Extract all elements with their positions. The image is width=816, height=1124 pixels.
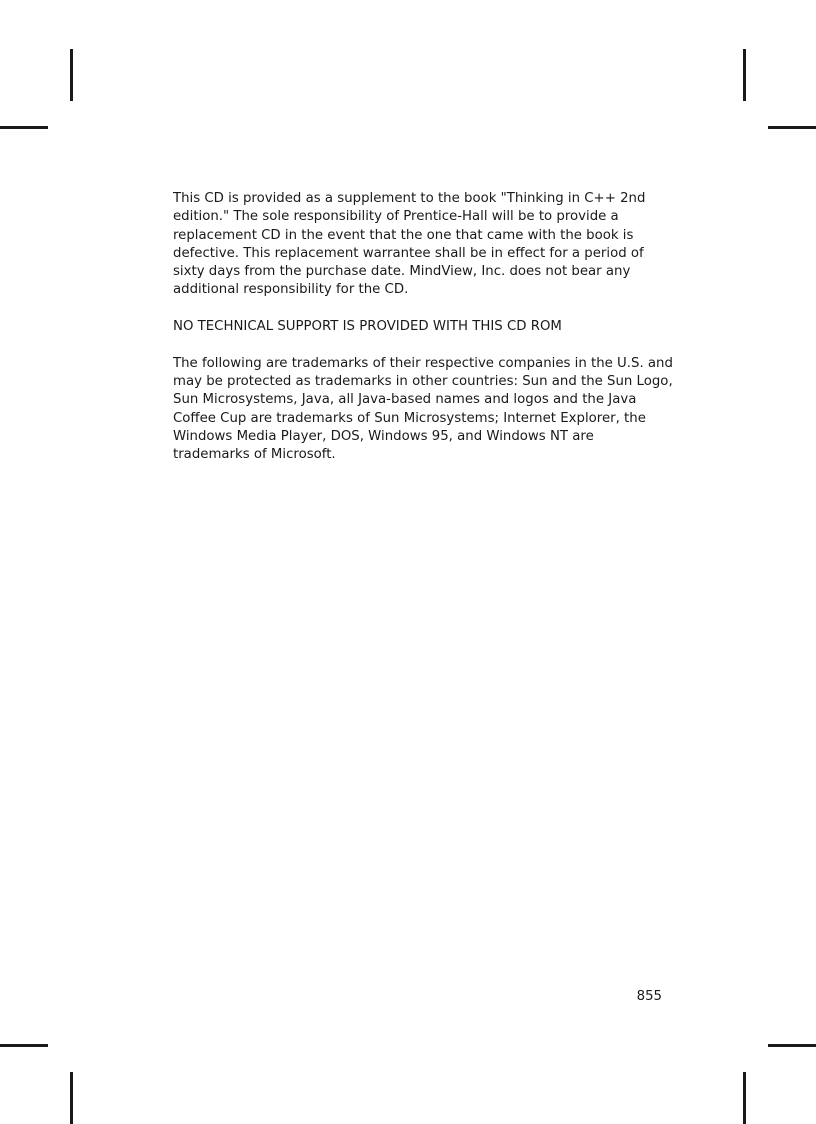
page-body: [173, 190, 673, 483]
crop-mark-bottom-left-horizontal: [0, 1044, 48, 1047]
trademarks-paragraph: The following are trademarks of their respective companies in the U.S. and may be protected as trademarks in other countries: Sun and the Sun Logo, Sun Microsystems, Java, all Java-based names and logos and the Java Coffee Cup are trademarks of Sun Microsystems; Internet Explorer, the Windows Media Player, DOS, Windows 95, and Windows NT are trademarks of Microsoft.: [173, 355, 673, 463]
crop-mark-bottom-right-vertical: [743, 1072, 746, 1124]
crop-mark-top-right-horizontal: [768, 126, 816, 129]
crop-mark-bottom-left-vertical: [70, 1072, 73, 1124]
crop-mark-top-left-vertical: [70, 49, 73, 101]
crop-mark-top-left-horizontal: [0, 126, 48, 129]
crop-mark-top-right-vertical: [743, 49, 746, 101]
disclaimer-paragraph: This CD is provided as a supplement to the book "Thinking in C++ 2nd edition." The sole responsibility of Prentice-Hall will be to provide a replacement CD in the event that the one that came with the book is defective. This replacement warrantee shall be in effect for a period of sixty days from the purchase date. MindView, Inc. does not bear any additional responsibility for the CD.: [173, 191, 646, 298]
page-number: 855: [636, 989, 662, 1004]
no-support-notice: NO TECHNICAL SUPPORT IS PROVIDED WITH THIS CD ROM: [173, 319, 562, 335]
crop-mark-bottom-right-horizontal: [768, 1044, 816, 1047]
